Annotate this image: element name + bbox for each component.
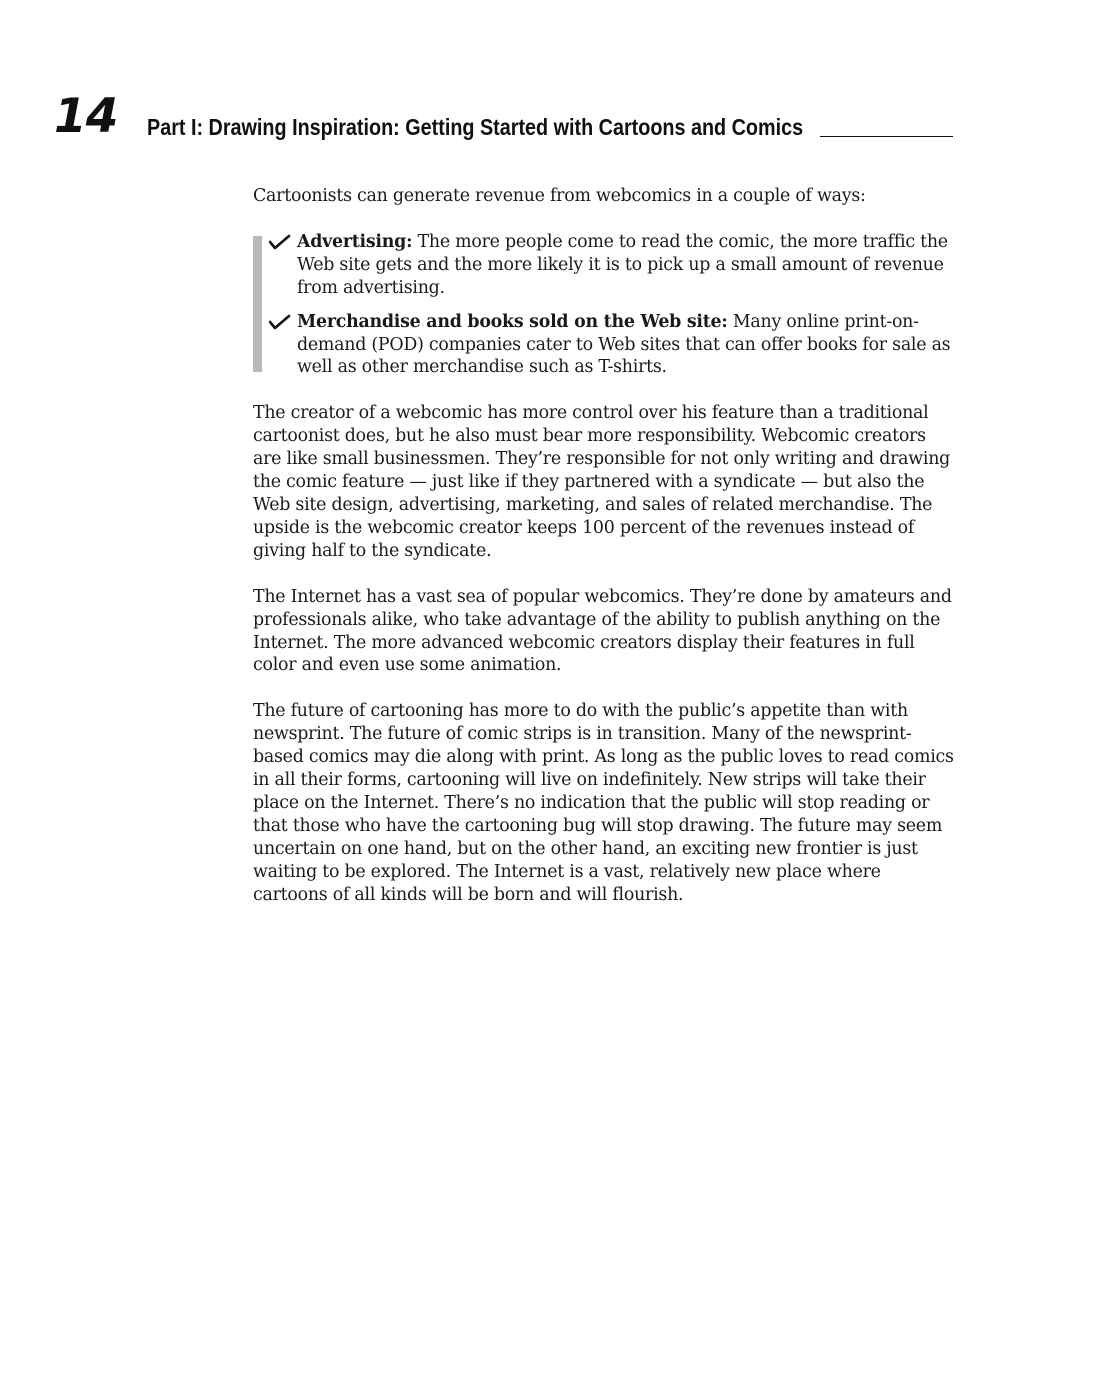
check-icon [269,313,291,331]
bullet-text: The more people come to read the comic, the more traffic the Web site gets and the more likely it is to pick up a small amount of revenue from advertising. [297,231,948,298]
paragraph-webcomic-control: The creator of a webcomic has more control over his feature than a traditional cartoonist does, but he also must bear more responsibility. Webcomic creators are like small businessmen. They’re responsible for not only writing and drawing the comic feature — just like if they partnered with a syndicate — but also the Web site design, advertising, marketing, and sales of related merchandise. The upside is the webcomic creator keeps 100 percent of the revenues instead of giving half to the syndicate. [253,403,951,561]
running-head-rule [820,136,953,137]
bullet-term: Advertising: [297,231,413,252]
bullet-list [253,231,958,379]
page-number: 14 [54,89,118,144]
body-text [253,185,958,929]
bullet-item-merchandise [253,311,958,380]
running-head-title: Part I: Drawing Inspiration: Getting Started with Cartoons and Comics [147,114,804,140]
running-head [147,113,953,141]
bullet-term: Merchandise and books sold on the Web site: [297,311,728,332]
bullet-item-advertising [253,231,958,300]
check-icon [269,233,291,251]
paragraph-internet-sea: The Internet has a vast sea of popular webcomics. They’re done by amateurs and professionals alike, who take advantage of the ability to publish anything on the Internet. The more advanced webcomic creators display their features in full color and even use some animation. [253,586,952,676]
bullet-text: Many online print-on-demand (POD) companies cater to Web sites that can offer books for sale as well as other merchandise such as T-shirts. [297,311,951,378]
intro-paragraph: Cartoonists can generate revenue from webcomics in a couple of ways: [253,186,866,206]
paragraph-future-cartooning: The future of cartooning has more to do with the public’s appetite than with newsprint. The future of comic strips is in transition. Many of the newsprint-based comics may die along with print. As long as the public loves to read comics in all their forms, cartooning will live on indefinitely. New strips will take their place on the Internet. There’s no indication that the public will stop reading or that those who have the cartooning bug will stop drawing. The future may seem uncertain on one hand, but on the other hand, an exciting new frontier is just waiting to be explored. The Internet is a vast, relatively new place where cartoons of all kinds will be born and will flourish. [253,701,954,905]
